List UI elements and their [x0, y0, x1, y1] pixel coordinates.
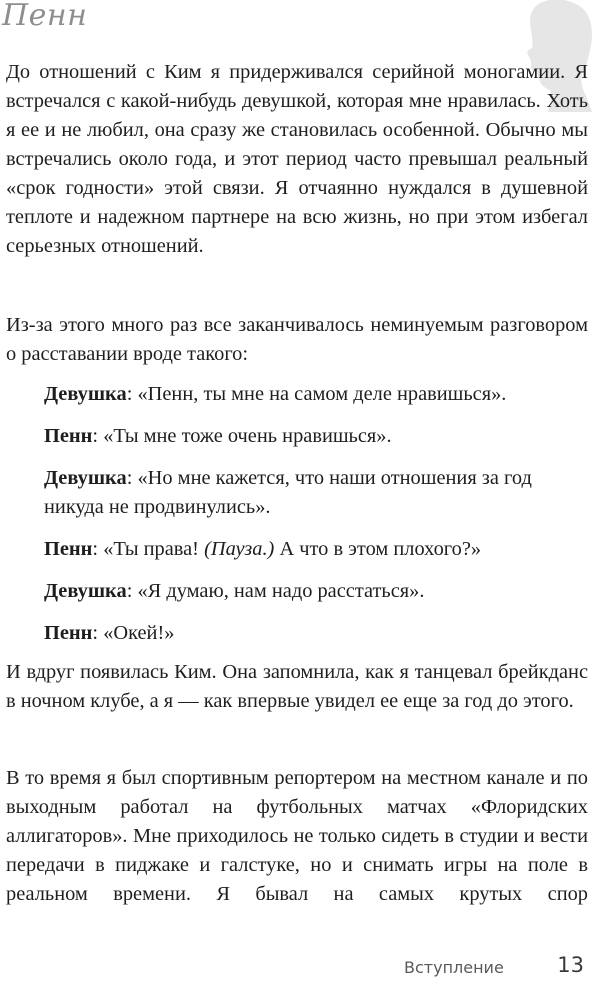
- paragraph-text: И вдруг появилась Ким. Она запомнила, как я танцевал брейкданс в ночном клубе, а я — как впервые увидел ее еще за год до этого.: [6, 661, 588, 712]
- section-title: Вступление: [404, 958, 504, 977]
- dialogue-speaker: Девушка: [44, 467, 127, 489]
- paragraph-text: Из-за этого много раз все заканчивалось неминуемым разговором о расставании вроде такого:: [6, 314, 588, 365]
- paragraph-text: В то время я был спортивным репортером на местном канале и по выходным работал на футбольных матчах «Флоридских аллигаторов». Мне приходилось не только сидеть в студии и вести передачи в пиджаке и галстуке, но и снимать игры на поле в реальном времени. Я бывал на самых крутых спор: [6, 767, 588, 905]
- dialogue-separator: :: [126, 383, 138, 405]
- dialogue-speaker: Девушка: [44, 383, 127, 405]
- kim-paragraph: [6, 658, 588, 716]
- dialogue-line: [44, 577, 588, 606]
- speaker-name: Пенн: [2, 0, 88, 33]
- transition-paragraph: [6, 311, 588, 369]
- dialogue-text: «Ты мне тоже очень нравишься».: [103, 425, 392, 447]
- dialogue-line: [44, 422, 588, 451]
- dialogue-line: [44, 535, 588, 564]
- dialogue-speaker: Пенн: [44, 622, 93, 644]
- dialogue-text: «Но мне кажется, что наши отношения за год никуда не продвинулись».: [44, 467, 532, 518]
- dialogue-separator: :: [92, 425, 104, 447]
- intro-paragraph: [6, 58, 588, 261]
- paragraph-text: До отношений с Ким я придерживался серийной моногамии. Я встречался с какой-нибудь девушкой, которая мне нравилась. Хоть я ее и не любил, она сразу же становилась особенной. Обычно мы встречались около года, и этот период часто превышал реальный «срок годности» этой связи. Я отчаянно нуждался в душевной теплоте и надежном партнере на всю жизнь, но при этом избегал серьезных отношений.: [6, 61, 588, 257]
- dialogue-text: «Я думаю, нам надо расстаться».: [137, 580, 425, 602]
- page-number: 13: [557, 953, 584, 977]
- dialogue-separator: :: [92, 622, 104, 644]
- dialogue-speaker: Девушка: [44, 580, 127, 602]
- dialogue-line: [44, 464, 588, 522]
- dialogue-aside: (Пауза.): [204, 538, 275, 560]
- dialogue-speaker: Пенн: [44, 425, 93, 447]
- dialogue-text: А что в этом плохого?»: [274, 538, 482, 560]
- dialogue-line: [44, 619, 588, 648]
- dialogue-line: [44, 380, 588, 409]
- dialogue-block: [44, 380, 588, 661]
- dialogue-speaker: Пенн: [44, 538, 93, 560]
- dialogue-separator: :: [126, 580, 138, 602]
- dialogue-text: «Пенн, ты мне на самом деле нравишься».: [137, 383, 507, 405]
- reporter-paragraph: [6, 764, 588, 909]
- dialogue-separator: :: [92, 538, 104, 560]
- dialogue-separator: :: [126, 467, 138, 489]
- dialogue-text: «Ты права!: [103, 538, 205, 560]
- dialogue-text: «Окей!»: [103, 622, 175, 644]
